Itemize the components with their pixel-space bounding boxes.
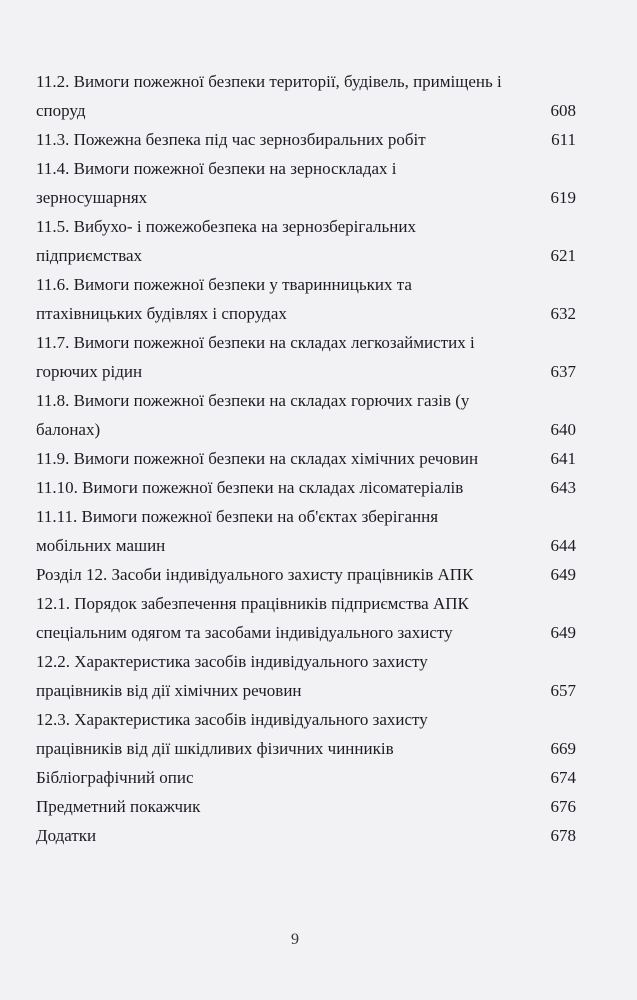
toc-entry-title-cont: горючих рідин: [36, 362, 143, 381]
toc-entry-title: 11.10. Вимоги пожежної безпеки на складах лісоматеріалів: [36, 478, 464, 497]
toc-entry-title: 11.9. Вимоги пожежної безпеки на складах хімічних речовин: [36, 449, 479, 468]
toc-entry-title: 11.4. Вимоги пожежної безпеки на зерноскладах і: [36, 159, 397, 178]
toc-entry-title-cont: мобільних машин: [36, 536, 166, 555]
toc-entry-title: 11.7. Вимоги пожежної безпеки на складах легкозаймистих і: [36, 333, 475, 352]
toc-entry-title: 12.1. Порядок забезпечення працівників підприємства АПК: [36, 594, 469, 613]
toc-entry-title-cont: птахівницьких будівлях і спорудах: [36, 304, 287, 323]
toc-entry-title-cont: працівників від дії шкідливих фізичних чинників: [36, 739, 394, 758]
toc-entry-title: Предметний покажчик: [36, 797, 201, 816]
toc-page-number: 674: [550, 768, 576, 787]
toc-entry-title: 11.5. Вибухо- і пожежобезпека на зернозберігальних: [36, 217, 416, 236]
toc-entry-12-3: [36, 705, 576, 763]
toc-entry-title-cont: працівників від дії хімічних речовин: [36, 681, 302, 700]
toc-entry-11-11: [36, 502, 576, 560]
toc-entry-title: Розділ 12. Засоби індивідуального захисту працівників АПК: [36, 565, 474, 584]
toc-entry-11-8: [36, 386, 576, 444]
toc-entry-title-cont: споруд: [36, 101, 86, 120]
toc-entry-bibliography: [36, 763, 576, 792]
toc-entry-11-2: [36, 67, 576, 125]
toc-page-number: 657: [550, 681, 576, 700]
toc-page-number: 678: [550, 826, 576, 845]
toc-page-number: 611: [551, 130, 576, 149]
toc-entry-title: 11.2. Вимоги пожежної безпеки території, будівель, приміщень і: [36, 72, 502, 91]
toc-entry-subject-index: [36, 792, 576, 821]
toc-entry-title: 12.3. Характеристика засобів індивідуального захисту: [36, 710, 428, 729]
toc-entry-title: 11.6. Вимоги пожежної безпеки у тваринницьких та: [36, 275, 412, 294]
toc-entry-11-5: [36, 212, 576, 270]
toc-entry-12-2: [36, 647, 576, 705]
toc-entry-section-12: [36, 560, 576, 589]
toc-entry-title: Бібліографічний опис: [36, 768, 194, 787]
toc-entry-11-9: [36, 444, 576, 473]
toc-entry-title: 12.2. Характеристика засобів індивідуального захисту: [36, 652, 428, 671]
table-of-contents: [36, 67, 576, 850]
toc-page-number: 669: [550, 739, 576, 758]
toc-entry-11-6: [36, 270, 576, 328]
toc-page-number: 619: [550, 188, 576, 207]
toc-page-number: 632: [550, 304, 576, 323]
toc-entry-11-3: [36, 125, 576, 154]
toc-page-number: 644: [550, 536, 576, 555]
toc-entry-11-4: [36, 154, 576, 212]
page-number: 9: [291, 931, 299, 948]
toc-entry-title-cont: спеціальним одягом та засобами індивідуального захисту: [36, 623, 453, 642]
toc-entry-title-cont: зерносушарнях: [36, 188, 148, 207]
toc-page-number: 649: [550, 565, 576, 584]
toc-entry-title-cont: підприємствах: [36, 246, 143, 265]
toc-page-number: 649: [550, 623, 576, 642]
toc-entry-11-10: [36, 473, 576, 502]
toc-entry-11-7: [36, 328, 576, 386]
toc-entry-title: Додатки: [36, 826, 97, 845]
toc-entry-title: 11.3. Пожежна безпека під час зернозбиральних робіт: [36, 130, 426, 149]
toc-entry-title-cont: балонах): [36, 420, 101, 439]
toc-page-number: 640: [550, 420, 576, 439]
toc-page-number: 637: [550, 362, 576, 381]
toc-entry-appendices: [36, 821, 576, 850]
toc-entry-12-1: [36, 589, 576, 647]
toc-page-number: 643: [550, 478, 576, 497]
toc-page-number: 641: [550, 449, 576, 468]
toc-entry-title: 11.8. Вимоги пожежної безпеки на складах горючих газів (у: [36, 391, 470, 410]
toc-page-number: 676: [550, 797, 576, 816]
toc-page-number: 621: [550, 246, 576, 265]
toc-page-number: 608: [550, 101, 576, 120]
toc-entry-title: 11.11. Вимоги пожежної безпеки на об'єктах зберігання: [36, 507, 439, 526]
